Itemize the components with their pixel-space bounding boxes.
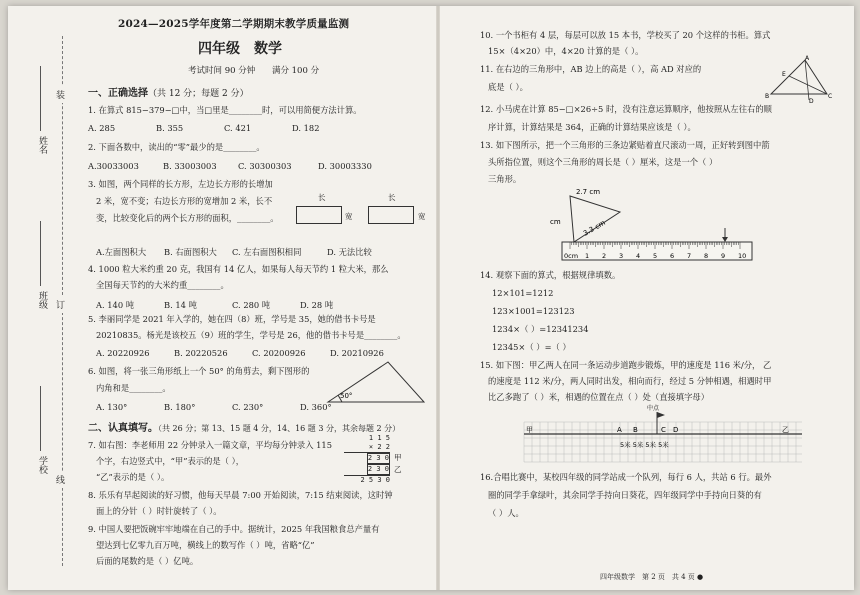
q3-fig-wide-right: 宽 (418, 212, 426, 221)
vc-yi-label: 乙 (394, 465, 402, 474)
q15-pt-d: D (673, 426, 679, 434)
q3-line2: 2 米，宽不变；右边长方形的宽增加 2 米，长不 (96, 196, 273, 206)
q13-line1: 13. 如下图所示，把一个三角形的三条边紧贴着直尺滚动一周，正好转到图中箭 (480, 140, 770, 150)
grade-subject (198, 38, 282, 58)
q6-options (96, 402, 332, 412)
q15-track-figure (512, 404, 812, 466)
class-label: 班级 (37, 291, 47, 309)
q3-opt-c[interactable]: C. 左右面图积相同 (232, 247, 302, 257)
q15-mid: 中点 (647, 405, 660, 412)
class-blank[interactable] (40, 221, 41, 286)
q14-eq1: 12×101=1212 (492, 288, 554, 298)
q1-opt-a[interactable]: A. 285 (88, 123, 116, 133)
q14-eq4: 12345×（ ）=（ ） (492, 342, 571, 352)
q14-eq3: 1234×（ ）=12341234 (492, 324, 589, 334)
q15-pt-a: A (617, 426, 622, 434)
q7-line1: 7. 如右图：李老师用 22 分钟录入一篇文章，平均每分钟录入 115 (88, 440, 332, 450)
q6-opt-b[interactable]: B. 180° (164, 402, 196, 412)
q2-text: 2. 下面各数中，读出的“零”最少的是________。 (88, 142, 265, 152)
q4-options (96, 299, 333, 311)
ruler-label: 0cm (564, 252, 579, 260)
q7-vertical-calc (344, 434, 390, 485)
q1-opt-b[interactable]: B. 355 (156, 123, 184, 133)
q1-options (88, 123, 319, 133)
q2-opt-a[interactable]: A.30033003 (88, 161, 139, 171)
q11-pt-a: A (805, 55, 810, 62)
vc-row3: 2 3 0 (367, 454, 389, 462)
q15-line1: 15. 如下图：甲乙两人在同一条运动步道跑步锻炼，甲的速度是 116 米/分， 乙 (480, 360, 772, 370)
q3-options (96, 246, 372, 258)
q16-line3: （ ）人。 (488, 508, 524, 518)
q13-unit: cm (550, 218, 561, 226)
q15-pt-c: C (661, 426, 666, 434)
q5-options (96, 348, 384, 358)
exam-info (188, 64, 319, 76)
q15-flag (657, 412, 665, 418)
school-label: 学校 (37, 456, 47, 474)
q3-opt-a[interactable]: A.左面图积大 (96, 247, 147, 257)
q4-line2: 全国每天节约的大米约重________。 (96, 280, 229, 290)
q11-line1: 11. 在右边的三角形中，AB 边上的高是（ ），高 AD 对应的 (480, 64, 702, 74)
q3-opt-d[interactable]: D. 无法比较 (327, 247, 372, 257)
q13-side2: 3.3 cm (582, 218, 607, 238)
q8-line1: 8. 乐乐有早起阅读的好习惯，他每天早晨 7:00 开始阅读，7:15 结束阅读，这时钟 (88, 490, 393, 500)
q6-triangle-figure (324, 358, 428, 406)
ruler-label: 9 (721, 252, 726, 260)
grade-label: 四年级 (198, 41, 240, 57)
q5-line1: 5. 李丽同学是 2021 年入学的，她在四（8）班，学号是 35，她的借书卡号是 (88, 314, 376, 324)
section1-title: 一、正确选择 (88, 88, 148, 99)
q11-line2: 底是（ ）。 (488, 82, 528, 92)
q15-line2: 的速度是 112 米/分，两人同时出发，相向而行，经过 5 分钟相遇，相遇时甲 (488, 376, 772, 386)
q5-opt-a[interactable]: A. 20220926 (96, 348, 150, 358)
q4-opt-b[interactable]: B. 14 吨 (164, 300, 197, 310)
q6-line1: 6. 如图，将一张三角形纸上一个 50° 的角剪去，剩下图形的 (88, 366, 310, 376)
q15-jia: 甲 (526, 426, 533, 434)
q4-opt-a[interactable]: A. 140 吨 (96, 300, 135, 310)
ruler-label: 8 (704, 252, 709, 260)
q14-eq2: 123×1001=123123 (492, 306, 575, 316)
ruler-label: 7 (687, 252, 692, 260)
q9-line1: 9. 中国人要把饭碗牢牢地端在自己的手中。据统计，2025 年我国粮食总产量有 (88, 524, 380, 534)
q1-opt-d[interactable]: D. 182 (292, 123, 320, 133)
exam-sheet (8, 6, 854, 590)
vc-row2: × 2 2 (344, 443, 390, 453)
q9-line3: 后面的尾数约是（ ）亿吨。 (96, 556, 199, 566)
q2-opt-b[interactable]: B. 33003003 (163, 161, 217, 171)
binding-char-xian: 线 (56, 471, 65, 488)
q13-side1: 2.7 cm (576, 188, 601, 196)
q5-line2: 20210835。杨光是该校五（9）班的学生，学号是 26，他的借书卡号是________。 (96, 330, 406, 340)
subject-label: 数学 (254, 41, 282, 57)
right-page (440, 6, 854, 590)
q7-line2: 个字，右边竖式中，“甲”表示的是（ ）， (96, 456, 245, 466)
full-score: 满分 100 分 (271, 66, 320, 76)
q1-opt-c[interactable]: C. 421 (224, 123, 252, 133)
q1-text: 1. 在算式 815−379−□中，当□里是________时，可以用简便方法计算。 (88, 105, 362, 115)
q15-pt-b: B (633, 426, 638, 434)
section2-note: （共 26 分；第 13、15 题 4 分，14、16 题 3 分，其余每题 2 分） (158, 424, 401, 433)
q15-marks: 5米 5米 5米 5米 (620, 441, 669, 449)
ruler-label: 5 (653, 252, 658, 260)
q11-pt-e: E (782, 71, 786, 78)
q3-line3: 变，比较变化后的两个长方形的面积，________。 (96, 213, 279, 223)
right-footer: 四年级数学 第 2 页 共 4 页 ● (600, 573, 704, 581)
q3-line1: 3. 如图，两个同样的长方形，左边长方形的长增加 (88, 179, 273, 189)
ruler-label: 6 (670, 252, 675, 260)
q5-opt-b[interactable]: B. 20220526 (174, 348, 228, 358)
q3-fig-long-right: 长 (388, 193, 396, 202)
name-blank[interactable] (40, 66, 41, 131)
q4-opt-d[interactable]: D. 28 吨 (300, 300, 334, 310)
q5-opt-c[interactable]: C. 20200926 (252, 348, 306, 358)
q13-ruler-figure (540, 186, 760, 266)
q11-triangle (771, 60, 827, 94)
q12-line2: 序计算，计算结果是 364，正确的计算结果应该是（ ）。 (488, 122, 696, 132)
q11-pt-d: D (809, 98, 814, 104)
section2-title: 二、认真填写。 (88, 423, 158, 434)
ruler-label: 3 (619, 252, 624, 260)
q6-opt-a[interactable]: A. 130° (96, 402, 128, 412)
q13-arrow-head (722, 237, 728, 242)
q14-line1: 14. 观察下面的算式，根据规律填数。 (480, 270, 621, 280)
q10-line2: 15×（4×20）中，4×20 计算的是（ ）。 (488, 46, 644, 56)
left-page (8, 6, 438, 590)
q15-line3: 比乙多跑了（ ）米，相遇的位置在点（ ）处（直接填字母） (488, 392, 709, 402)
q15-yi: 乙 (782, 426, 789, 434)
q13-line2: 头所指位置，则这个三角形的周长是（ ）厘米，这是一个（ ） (488, 157, 718, 167)
q8-line2: 面上的分针（ ）时针旋转了（ ）。 (96, 506, 222, 516)
q3-fig-wide-left: 宽 (345, 212, 353, 221)
q10-line1: 10. 一个书柜有 4 层，每层可以放 15 本书，学校买了 20 个这样的书柜。算式 (480, 30, 771, 40)
q13-line3: 三角形。 (488, 174, 522, 184)
ruler-label: 2 (602, 252, 607, 260)
exam-title: 2024—2025学年度第二学期期末教学质量监测 (118, 18, 350, 30)
q11-pt-c: C (828, 93, 833, 100)
exam-time: 考试时间 90 分钟 (188, 66, 256, 76)
q9-line2: 望达到七亿零九百万吨，横线上的数写作（ ）吨，省略“亿” (96, 540, 315, 550)
q12-line1: 12. 小马虎在计算 85−□×26÷5 时，没有注意运算顺序，他按照从左往右的顺 (480, 104, 772, 114)
q2-opt-c[interactable]: C. 30300303 (238, 161, 292, 171)
ruler-label: 4 (636, 252, 641, 260)
q4-opt-c[interactable]: C. 280 吨 (232, 300, 271, 310)
ruler-label: 10 (738, 252, 747, 260)
binding-char-zhuang: 装 (56, 86, 65, 103)
q6-line2: 内角和是________。 (96, 383, 171, 393)
q6-opt-d[interactable]: D. 360° (300, 402, 332, 412)
q11-triangle-figure (765, 54, 835, 104)
q7-line3: “乙”表示的是（ ）。 (96, 472, 170, 482)
section1-heading (88, 84, 249, 99)
q6-opt-c[interactable]: C. 230° (232, 402, 264, 412)
q3-right-rectangle (368, 206, 414, 224)
ruler-label: 1 (585, 252, 590, 260)
vc-row1: 1 1 5 (368, 434, 390, 442)
school-blank[interactable] (40, 386, 41, 451)
vc-row4: 2 3 0 (367, 465, 389, 473)
q2-opt-d[interactable]: D. 30003330 (318, 161, 372, 171)
q13-triangle (570, 196, 620, 242)
binding-char-ding: 订 (56, 296, 65, 313)
q3-opt-b[interactable]: B. 右面图积大 (164, 247, 217, 257)
q6-angle-label: 50° (340, 392, 353, 400)
q2-options (88, 161, 372, 171)
section2-heading (88, 419, 400, 434)
binding-strip (8, 6, 80, 590)
q3-left-rectangle (296, 206, 342, 224)
q16-line2: 圈的同学手拿绿叶，其余同学手持向日葵花，四年级同学中手持向日葵的有 (488, 490, 762, 500)
vc-row5: 2 5 3 0 (344, 475, 390, 485)
q11-pt-b: B (765, 93, 770, 100)
q4-line1: 4. 1000 粒大米约重 20 克，我国有 14 亿人，如果每人每天节约 1 粒大米，那么 (88, 264, 389, 274)
q16-line1: 16.合唱比赛中，某校四年级的同学站成一个队列，每行 6 人，共站 6 行。最外 (480, 472, 772, 482)
q5-opt-d[interactable]: D. 20210926 (330, 348, 384, 358)
section1-note: （共 12 分；每题 2 分） (148, 89, 249, 99)
vc-jia-label: 甲 (394, 453, 402, 462)
name-label: 姓名 (37, 136, 47, 154)
q3-fig-long-left: 长 (318, 193, 326, 202)
